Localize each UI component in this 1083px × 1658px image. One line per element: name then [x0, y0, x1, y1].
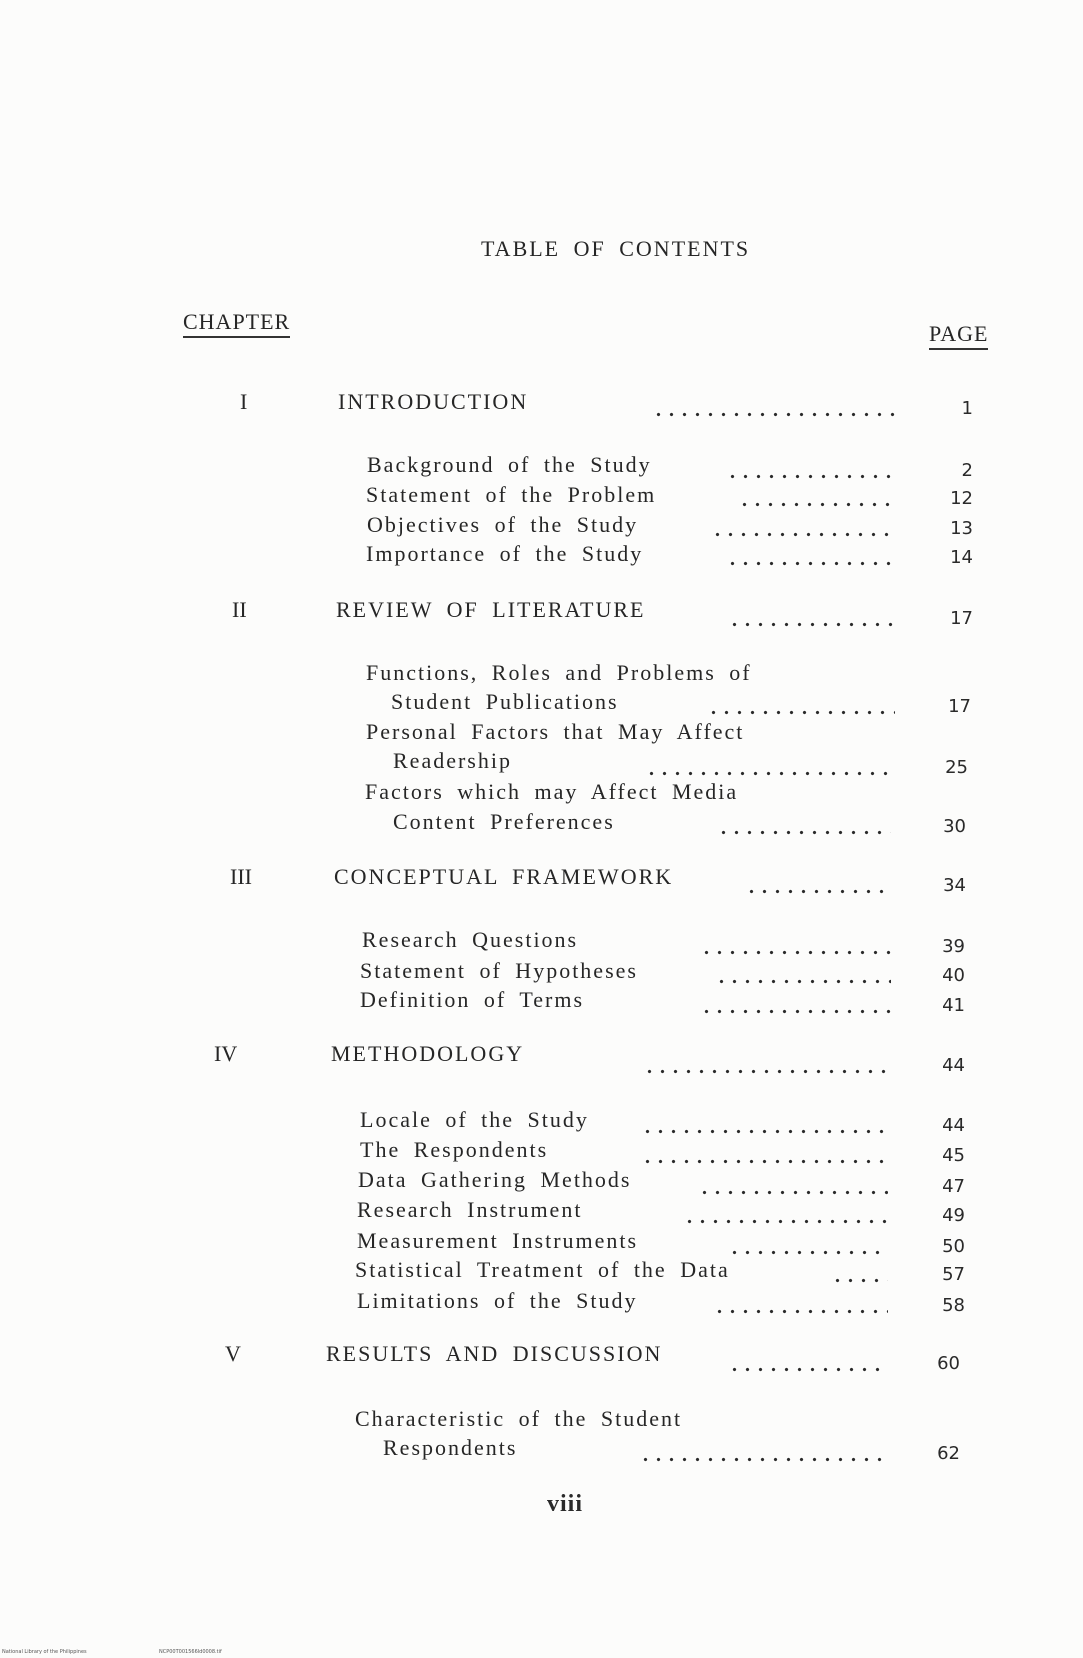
section-page-number: 47 — [942, 1176, 965, 1197]
section-page-number: 57 — [942, 1264, 965, 1285]
section-title-continued: Student Publications — [391, 689, 619, 714]
section-page-number: 50 — [942, 1236, 965, 1257]
section-title: Functions, Roles and Problems of — [366, 660, 752, 685]
dot-leader — [717, 1309, 888, 1314]
chapter-page-number: 60 — [937, 1353, 960, 1374]
section-page-number: 2 — [961, 460, 973, 481]
section-title: Limitations of the Study — [357, 1288, 638, 1313]
section-page-number: 17 — [948, 696, 971, 717]
section-page-number: 49 — [942, 1205, 965, 1226]
section-page-number: 12 — [950, 488, 973, 509]
section-page-number: 45 — [942, 1145, 965, 1166]
dot-leader — [730, 561, 897, 566]
section-title-continued: Readership — [393, 748, 512, 773]
chapter-page-number: 44 — [942, 1055, 965, 1076]
section-title: Locale of the Study — [360, 1107, 589, 1132]
section-title: Personal Factors that May Affect — [366, 719, 745, 744]
dot-leader — [719, 979, 891, 984]
dot-leader — [656, 412, 897, 417]
dot-leader — [732, 1250, 888, 1255]
dot-leader — [702, 1190, 888, 1195]
section-page-number: 41 — [942, 995, 965, 1016]
page-number: viii — [546, 1491, 583, 1517]
section-title: Objectives of the Study — [367, 512, 639, 537]
chapter-column-header: CHAPTER — [183, 309, 290, 338]
scan-library-stamp: National Library of the Philippines — [2, 1649, 87, 1655]
section-title-continued: Respondents — [383, 1435, 518, 1460]
section-page-number: 30 — [943, 816, 966, 837]
dot-leader — [749, 889, 891, 894]
chapter-page-number: 34 — [943, 875, 966, 896]
page-column-header: PAGE — [929, 321, 988, 350]
section-page-number: 14 — [950, 547, 973, 568]
chapter-title: METHODOLOGY — [331, 1041, 525, 1066]
dot-leader — [704, 1009, 891, 1014]
section-page-number: 25 — [945, 757, 968, 778]
dot-leader — [645, 1159, 888, 1164]
section-title: Characteristic of the Student — [355, 1406, 683, 1431]
section-page-number: 58 — [942, 1295, 965, 1316]
chapter-page-number: 17 — [950, 608, 973, 629]
section-title: Measurement Instruments — [357, 1228, 639, 1253]
dot-leader — [687, 1219, 888, 1224]
dot-leader — [721, 830, 891, 835]
dot-leader — [704, 950, 891, 955]
section-title: Background of the Study — [367, 452, 652, 477]
section-page-number: 13 — [950, 518, 973, 539]
section-title-continued: Content Preferences — [393, 809, 615, 834]
chapter-page-number: 1 — [961, 398, 973, 419]
dot-leader — [649, 771, 895, 776]
chapter-title: INTRODUCTION — [338, 389, 529, 414]
chapter-title: REVIEW OF LITERATURE — [336, 597, 646, 622]
section-title: Research Questions — [362, 927, 579, 952]
section-title: Statistical Treatment of the Data — [355, 1257, 730, 1282]
section-page-number: 62 — [937, 1443, 960, 1464]
dot-leader — [645, 1129, 888, 1134]
dot-leader — [732, 622, 897, 627]
chapter-numeral: II — [232, 597, 247, 622]
dot-leader — [730, 474, 897, 479]
section-title: Statement of the Problem — [366, 482, 657, 507]
dot-leader — [742, 502, 897, 507]
section-title: Factors which may Affect Media — [365, 779, 739, 804]
dot-leader — [647, 1069, 891, 1074]
dot-leader — [732, 1367, 886, 1372]
dot-leader — [711, 710, 895, 715]
section-title: Statement of Hypotheses — [360, 958, 638, 983]
chapter-title: CONCEPTUAL FRAMEWORK — [334, 864, 674, 889]
chapter-numeral: I — [240, 389, 248, 414]
section-title: The Respondents — [360, 1137, 549, 1162]
dot-leader — [643, 1457, 886, 1462]
section-title: Definition of Terms — [360, 987, 585, 1012]
section-title: Importance of the Study — [366, 541, 644, 566]
section-page-number: 44 — [942, 1115, 965, 1136]
scan-file-name: NCP00T001566ld0008.tif — [159, 1649, 222, 1655]
section-title: Data Gathering Methods — [358, 1167, 632, 1192]
dot-leader — [835, 1278, 888, 1283]
section-page-number: 39 — [942, 936, 965, 957]
chapter-numeral: III — [230, 864, 252, 889]
section-title: Research Instrument — [357, 1197, 583, 1222]
dot-leader — [715, 532, 897, 537]
toc-title: TABLE OF CONTENTS — [481, 236, 751, 261]
chapter-title: RESULTS AND DISCUSSION — [326, 1341, 663, 1366]
chapter-numeral: IV — [214, 1041, 238, 1066]
chapter-numeral: V — [225, 1341, 241, 1366]
section-page-number: 40 — [942, 965, 965, 986]
